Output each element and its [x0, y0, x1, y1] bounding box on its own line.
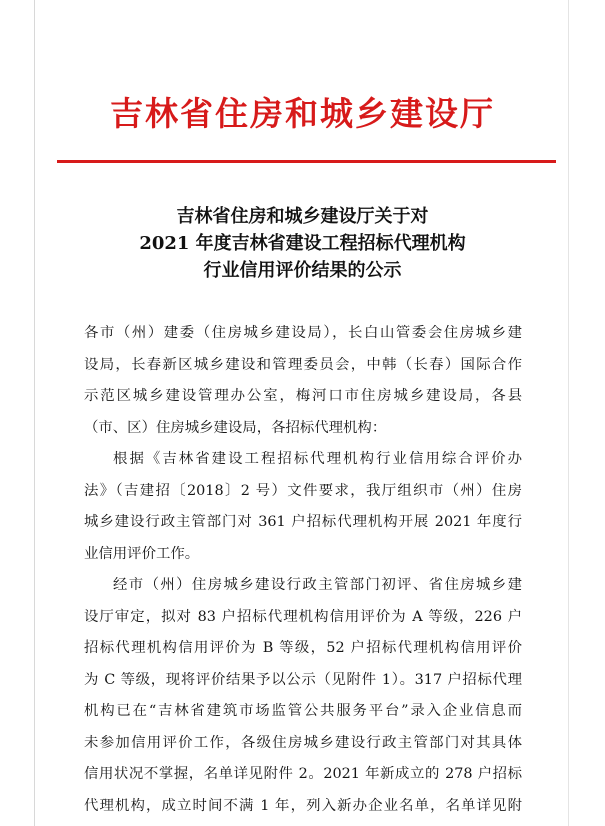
body-line: 示范区城乡建设管理办公室，梅河口市住房城乡建设局，各县 — [84, 388, 522, 404]
letterhead-org-name: 吉林省住房和城乡建设厅 — [110, 94, 495, 133]
document-title — [0, 203, 605, 284]
body-line: 未参加信用评价工作，各级住房城乡建设行政主管部门对其具体 — [84, 734, 522, 751]
body-line: 根据《吉林省建设工程招标代理机构行业信用综合评价办 — [113, 451, 522, 467]
letterhead-red-rule — [57, 160, 556, 163]
body-line: 招标代理机构信用评价为 B 等级，52 户招标代理机构信用评价 — [84, 640, 522, 656]
body-line: 城乡建设行政主管部门对 361 户招标代理机构开展 2021 年度行 — [84, 514, 522, 530]
body-line: 设厅审定，拟对 83 户招标代理机构信用评价为 A 等级，226 户 — [84, 608, 522, 625]
salutation-paragraph — [84, 318, 522, 444]
body-line: 信用状况不掌握，名单详见附件 2。2021 年新成立的 278 户招标 — [84, 766, 522, 782]
body-line: 法》（吉建招〔2018〕2 号）文件要求，我厅组织市（州）住房 — [84, 482, 522, 499]
title-line-1: 吉林省住房和城乡建设厅关于对 — [176, 206, 429, 227]
body-line: （市、区）住房城乡建设局，各招标代理机构： — [84, 419, 387, 436]
body-line: 为 C 等级，现将评价结果予以公示（见附件 1）。317 户招标代理 — [84, 671, 522, 688]
title-line-3: 行业信用评价结果的公示 — [203, 260, 402, 281]
body-line: 机构已在“吉林省建筑市场监管公共服务平台”录入企业信息而 — [84, 703, 522, 719]
basis-paragraph — [84, 444, 522, 570]
title-line-2: 2021 年度吉林省建设工程招标代理机构 — [139, 233, 466, 254]
body-line: 经市（州）住房城乡建设行政主管部门初评、省住房城乡建 — [113, 577, 522, 593]
body-line: 各市（州）建委（住房城乡建设局），长白山管委会住房城乡建 — [84, 325, 522, 341]
body-line: 设局，长春新区城乡建设和管理委员会，中韩（长春）国际合作 — [84, 356, 522, 373]
results-paragraph — [84, 570, 522, 822]
document-body — [84, 318, 522, 822]
body-line: 代理机构，成立时间不满 1 年，列入新办企业名单，名单详见附 — [84, 797, 522, 814]
body-line: 业信用评价工作。 — [84, 545, 200, 562]
